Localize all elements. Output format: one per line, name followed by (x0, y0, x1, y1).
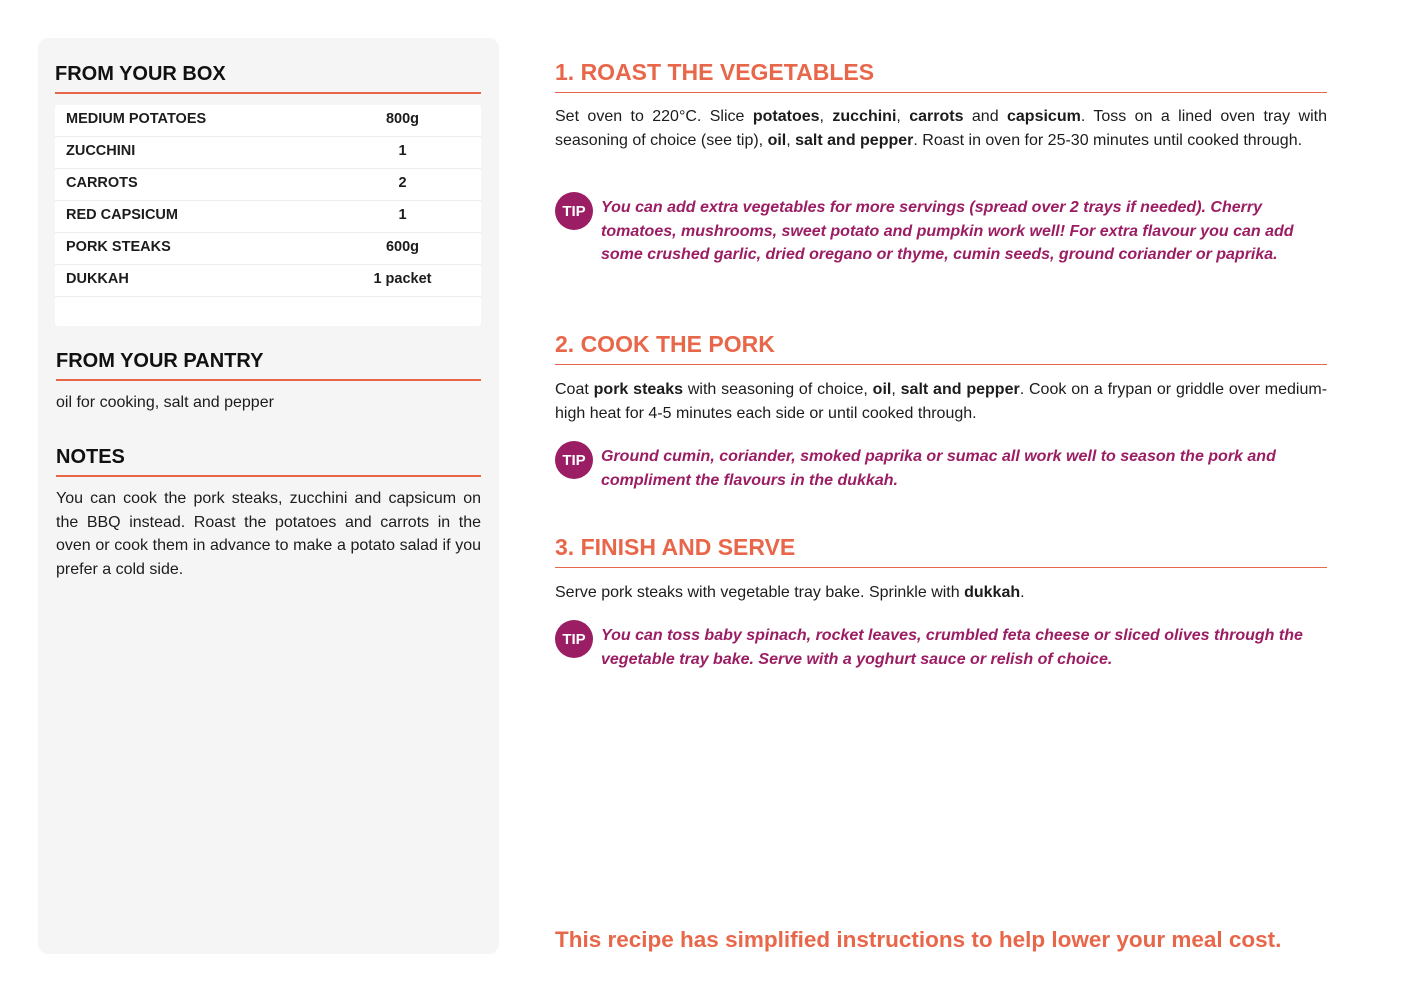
ingredient-highlight: oil (767, 131, 787, 149)
ingredient-highlight: zucchini (832, 108, 897, 125)
step-text-run: , (819, 108, 833, 125)
table-row (55, 233, 481, 265)
pantry-text: oil for cooking, salt and pepper (56, 394, 274, 411)
step-text-run: . Toss on a lined oven tray with seasoning of choice (see tip), (555, 108, 1328, 149)
step-text-run: and (963, 108, 1007, 125)
box-heading: FROM YOUR BOX (55, 63, 481, 94)
tip-text: Ground cumin, coriander, smoked paprika or sumac all work well to season the pork and compliment the flavours in the dukkah. (601, 448, 1276, 489)
table-row (55, 105, 481, 137)
step-2-title: 2. COOK THE PORK (555, 331, 1327, 365)
table-row (55, 137, 481, 169)
ingredient-highlight: potatoes (752, 108, 820, 125)
ingredient-highlight: capsicum (1007, 108, 1081, 125)
step-3-text (555, 581, 1327, 605)
ingredient-name: MEDIUM POTATOES (66, 111, 207, 127)
tip-badge: TIP (555, 620, 593, 658)
ingredient-name: CARROTS (66, 175, 138, 191)
ingredient-name: DUKKAH (66, 271, 129, 287)
box-ingredients-table (55, 105, 481, 326)
ingredient-name: RED CAPSICUM (66, 207, 178, 223)
step-text-run: Coat (555, 381, 594, 398)
step-text-run: . Cook on a frypan or griddle over medium-high heat for 4-5 minutes each side or until cooked through. (555, 381, 1328, 422)
table-row (55, 265, 481, 297)
tip-badge: TIP (555, 441, 593, 479)
ingredient-highlight: oil (872, 381, 892, 398)
notes-heading: NOTES (56, 446, 481, 477)
step-text-run: , (891, 381, 901, 398)
tip-text: You can add extra vegetables for more servings (spread over 2 trays if needed). Cherry tomatoes, mushrooms, sweet potato and pumpkin work well! For extra flavour you can add some crushed garlic, dried oregano or thyme, cumin seeds, ground coriander or paprika. (601, 199, 1294, 263)
step-2-text (555, 378, 1327, 425)
step-text-run: . Roast in oven for 25-30 minutes until cooked through. (913, 131, 1303, 149)
footer-note: This recipe has simplified instructions to help lower your meal cost. (555, 927, 1282, 952)
ingredient-highlight: salt and pepper (900, 381, 1020, 398)
tip-badge: TIP (555, 192, 593, 230)
step-text-run: , (896, 108, 910, 125)
ingredients-panel (38, 38, 499, 954)
ingredient-qty: 1 (398, 143, 407, 159)
step-3-title: 3. FINISH AND SERVE (555, 534, 1327, 568)
step-text-run: Serve pork steaks with vegetable tray bake. Sprinkle with (555, 584, 965, 601)
ingredient-name: ZUCCHINI (66, 143, 136, 159)
ingredient-qty: 800g (385, 111, 420, 127)
step-text-run: Set oven to 220°C. Slice (555, 108, 753, 125)
step-1-text (555, 105, 1327, 152)
ingredient-highlight: dukkah (964, 584, 1021, 601)
tip-text: You can toss baby spinach, rocket leaves, crumbled feta cheese or sliced olives through the vegetable tray bake. Serve with a yoghurt sauce or relish of choice. (601, 627, 1303, 668)
step-text-run: . (1020, 584, 1025, 601)
ingredient-qty: 2 (398, 175, 407, 191)
table-row (55, 169, 481, 201)
ingredient-qty: 1 packet (373, 271, 432, 287)
step-1-title: 1. ROAST THE VEGETABLES (555, 59, 1327, 93)
notes-text: You can cook the pork steaks, zucchini and capsicum on the BBQ instead. Roast the potatoes and carrots in the oven or cook them in advance to make a potato salad if you prefer a cold side. (56, 490, 481, 578)
pantry-heading: FROM YOUR PANTRY (56, 350, 481, 381)
ingredient-qty: 1 (398, 207, 407, 223)
step-text-run: , (786, 131, 796, 149)
ingredient-highlight: carrots (909, 108, 964, 125)
ingredient-highlight: salt and pepper (795, 131, 914, 149)
ingredient-qty: 600g (385, 239, 420, 255)
step-text-run: with seasoning of choice, (683, 381, 873, 398)
ingredient-highlight: pork steaks (593, 381, 683, 398)
table-row (55, 201, 481, 233)
ingredient-name: PORK STEAKS (66, 239, 171, 255)
